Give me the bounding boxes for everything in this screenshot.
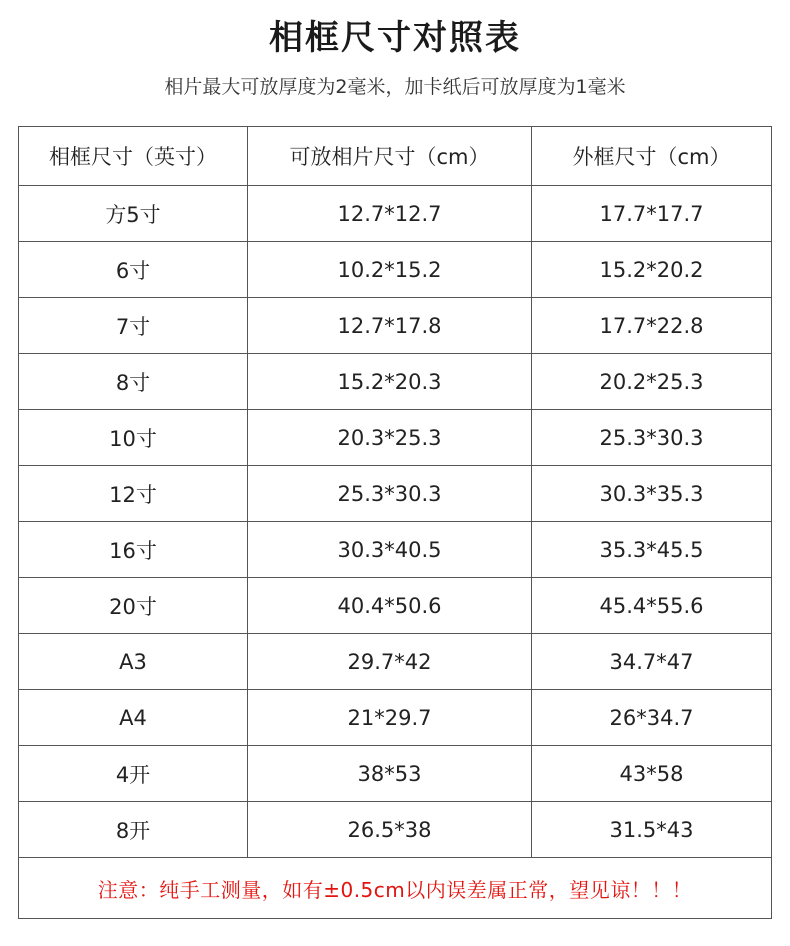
photo-size-cell: 25.3*30.3 xyxy=(248,466,532,522)
photo-size-cell: 15.2*20.3 xyxy=(248,354,532,410)
table-row xyxy=(19,466,772,522)
table-row xyxy=(19,690,772,746)
table-row xyxy=(19,186,772,242)
outer-size-cell: 26*34.7 xyxy=(532,690,772,746)
outer-size-cell: 45.4*55.6 xyxy=(532,578,772,634)
photo-size-cell: 26.5*38 xyxy=(248,802,532,858)
frame-size-cell: 8开 xyxy=(19,802,248,858)
frame-size-cell: A3 xyxy=(19,634,248,690)
size-comparison-table xyxy=(18,126,772,919)
photo-size-cell: 12.7*12.7 xyxy=(248,186,532,242)
table-row xyxy=(19,410,772,466)
photo-size-cell: 10.2*15.2 xyxy=(248,242,532,298)
outer-size-cell: 30.3*35.3 xyxy=(532,466,772,522)
frame-size-cell: 10寸 xyxy=(19,410,248,466)
table-row xyxy=(19,634,772,690)
outer-size-cell: 34.7*47 xyxy=(532,634,772,690)
outer-size-cell: 20.2*25.3 xyxy=(532,354,772,410)
photo-size-cell: 40.4*50.6 xyxy=(248,578,532,634)
outer-size-cell: 31.5*43 xyxy=(532,802,772,858)
table-row xyxy=(19,746,772,802)
table-row xyxy=(19,298,772,354)
photo-size-cell: 21*29.7 xyxy=(248,690,532,746)
outer-size-cell: 43*58 xyxy=(532,746,772,802)
photo-size-cell: 12.7*17.8 xyxy=(248,298,532,354)
table-row xyxy=(19,242,772,298)
frame-size-cell: 8寸 xyxy=(19,354,248,410)
column-header-photo-size: 可放相片尺寸（cm） xyxy=(248,127,532,186)
photo-size-cell: 30.3*40.5 xyxy=(248,522,532,578)
frame-size-cell: A4 xyxy=(19,690,248,746)
outer-size-cell: 17.7*22.8 xyxy=(532,298,772,354)
page-title: 相框尺寸对照表 xyxy=(269,18,521,58)
frame-size-cell: 20寸 xyxy=(19,578,248,634)
table-row xyxy=(19,522,772,578)
outer-size-cell: 25.3*30.3 xyxy=(532,410,772,466)
table-row xyxy=(19,354,772,410)
table-header-row xyxy=(19,127,772,186)
column-header-outer-size: 外框尺寸（cm） xyxy=(532,127,772,186)
frame-size-cell: 7寸 xyxy=(19,298,248,354)
photo-size-cell: 29.7*42 xyxy=(248,634,532,690)
frame-size-cell: 16寸 xyxy=(19,522,248,578)
table-note-row xyxy=(19,858,772,919)
frame-size-cell: 方5寸 xyxy=(19,186,248,242)
photo-size-cell: 38*53 xyxy=(248,746,532,802)
measurement-note: 注意：纯手工测量，如有±0.5cm以内误差属正常，望见谅！！！ xyxy=(19,858,772,919)
photo-size-cell: 20.3*25.3 xyxy=(248,410,532,466)
frame-size-cell: 12寸 xyxy=(19,466,248,522)
frame-size-cell: 4开 xyxy=(19,746,248,802)
table-row xyxy=(19,578,772,634)
table-row xyxy=(19,802,772,858)
outer-size-cell: 35.3*45.5 xyxy=(532,522,772,578)
outer-size-cell: 15.2*20.2 xyxy=(532,242,772,298)
column-header-frame-size: 相框尺寸（英寸） xyxy=(19,127,248,186)
outer-size-cell: 17.7*17.7 xyxy=(532,186,772,242)
frame-size-cell: 6寸 xyxy=(19,242,248,298)
page-subtitle: 相片最大可放厚度为2毫米，加卡纸后可放厚度为1毫米 xyxy=(164,76,626,98)
